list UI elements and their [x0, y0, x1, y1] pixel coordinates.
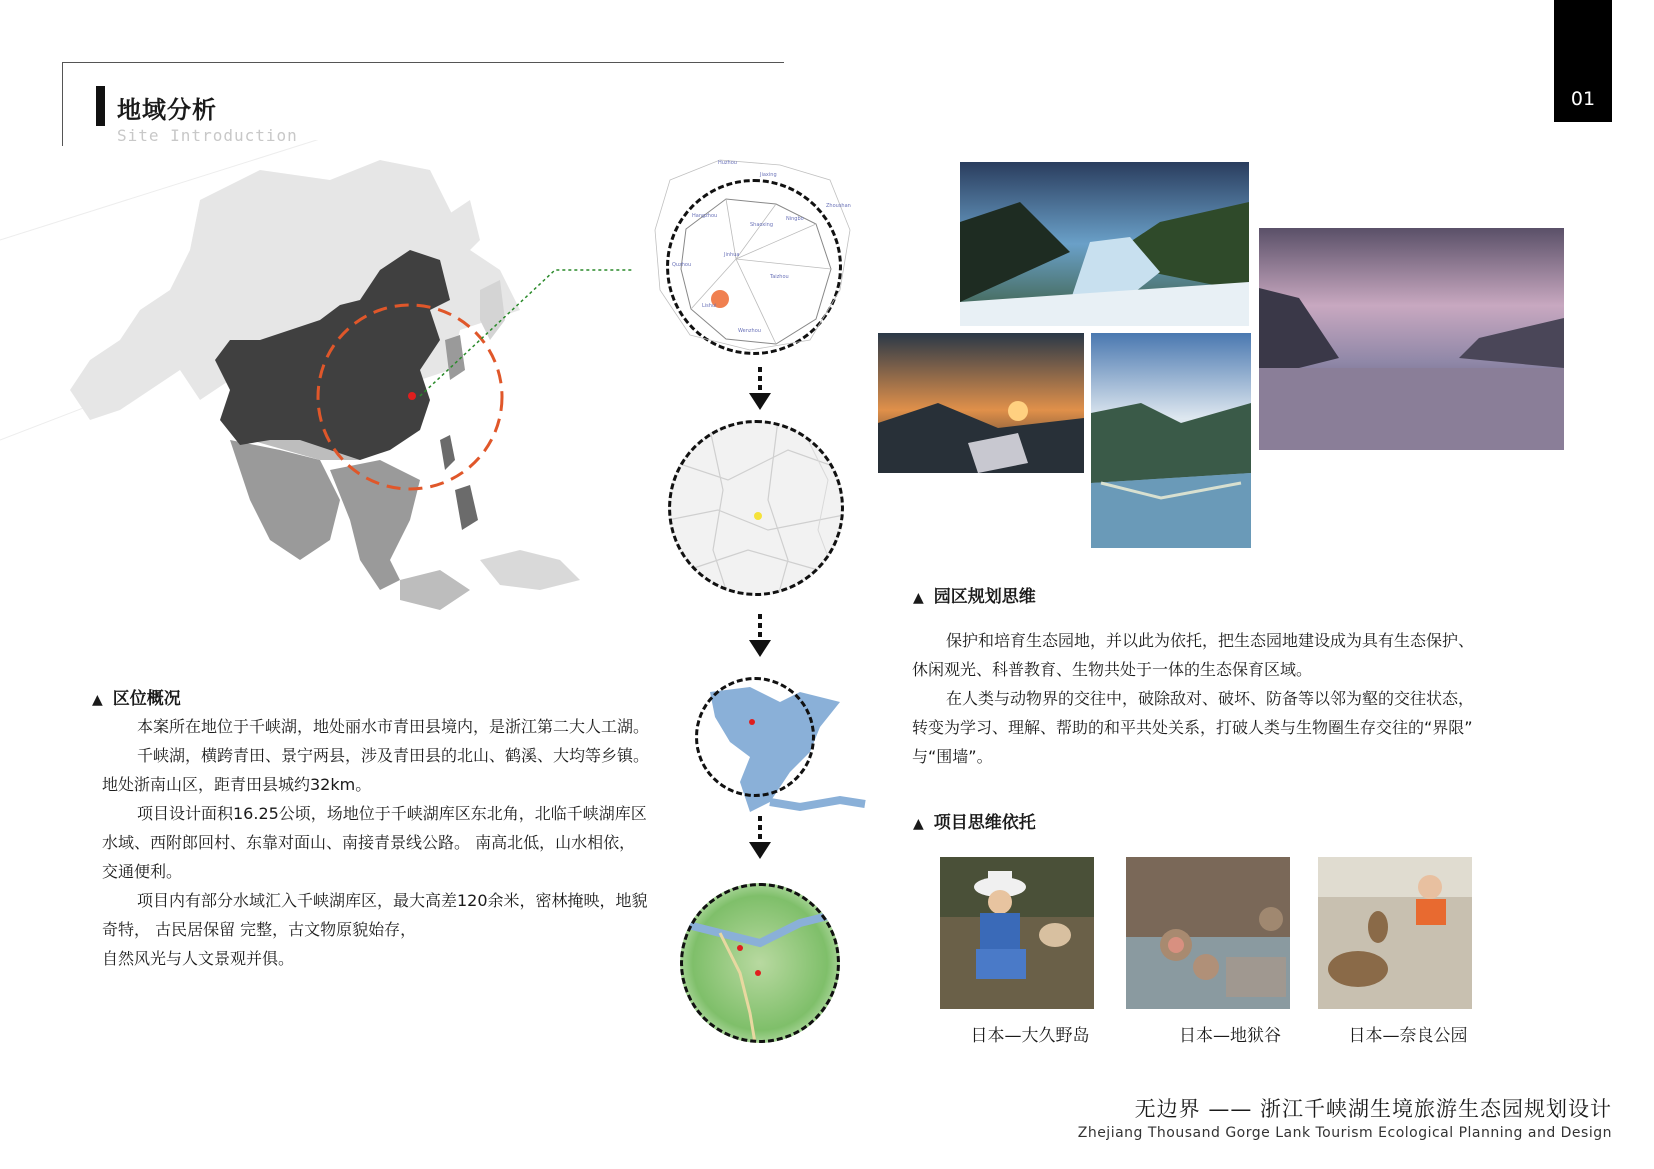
page-number: 01	[1570, 88, 1596, 110]
footer-title-en: Zhejiang Thousand Gorge Lank Tourism Ecological Planning and Design	[1077, 1125, 1612, 1141]
reference-heading-text: 项目思维依托	[933, 813, 1036, 833]
region-southeast-asia	[330, 460, 420, 590]
location-paragraph: 项目设计面积16.25公顷，场地位于千峡湖库区东北角，北临千峡湖库区	[137, 804, 647, 823]
city-label: Jinhua	[724, 252, 740, 258]
title-accent-bar	[96, 86, 105, 126]
landscape-photo-sunset	[878, 333, 1084, 473]
city-label: Shaoxing	[750, 222, 774, 228]
reference-label: 日本—奈良公园	[1348, 1026, 1468, 1046]
reference-photo-deer	[1318, 857, 1472, 1009]
triangle-up-icon: ▲	[913, 816, 924, 832]
planning-paragraph: 保护和培育生态园地，并以此为依托，把生态园地建设成为具有生态保护、	[946, 631, 1475, 650]
reference-photo-child-rabbit	[940, 857, 1094, 1009]
location-paragraph: 水域、西附郎回村、东靠对面山、南接青景线公路。 南高北低，山水相依，	[102, 833, 636, 852]
reference-heading	[913, 808, 1036, 833]
page-subtitle: Site Introduction	[117, 126, 298, 145]
header-frame-top	[62, 62, 784, 63]
location-paragraph: 自然风光与人文景观并俱。	[102, 949, 295, 968]
location-paragraph: 交通便利。	[102, 862, 183, 881]
down-arrow-icon	[748, 367, 772, 411]
planning-paragraph: 在人类与动物界的交往中，破除敌对、破坏、防备等以邻为壑的交往状态，	[946, 689, 1475, 708]
lake-map-border	[695, 677, 815, 797]
landscape-photo-gorge	[960, 162, 1249, 326]
city-label: Jiaxing	[760, 172, 777, 178]
triangle-up-icon: ▲	[913, 590, 924, 606]
down-arrow-icon	[748, 614, 772, 658]
city-label: Quzhou	[672, 262, 692, 268]
planning-heading-text: 园区规划思维	[933, 587, 1036, 607]
city-label: Huzhou	[718, 160, 737, 166]
city-label: Hangzhou	[692, 213, 718, 219]
planning-description	[912, 626, 1552, 771]
asia-locator-map	[0, 140, 640, 620]
footer-title-cn: 无边界 —— 浙江千峡湖生境旅游生态园规划设计	[1134, 1097, 1612, 1121]
planning-paragraph: 与“围墙”。	[912, 747, 993, 766]
location-paragraph: 项目内有部分水域汇入千峡湖库区，最大高差120余米，密林掩映，地貌	[137, 891, 648, 910]
location-paragraph: 奇特， 古民居保留 完整，古文物原貌始存，	[102, 920, 417, 939]
planning-paragraph: 休闲观光、科普教育、生物共处于一体的生态保育区域。	[912, 660, 1313, 679]
planning-paragraph: 转变为学习、理解、帮助的和平共处关系，打破人类与生物圈生存交往的“界限”	[912, 718, 1473, 737]
page-title: 地域分析	[117, 96, 217, 124]
road-map-border	[668, 420, 844, 596]
location-paragraph: 本案所在地位于千峡湖，地处丽水市青田县境内，是浙江第二大人工湖。	[137, 717, 650, 736]
location-heading	[92, 684, 181, 709]
city-label: Zhoushan	[826, 203, 851, 209]
landscape-photo-lake-valley	[1091, 333, 1251, 548]
reference-photo-snow-monkeys	[1126, 857, 1290, 1009]
location-heading-text: 区位概况	[112, 689, 181, 709]
reference-label: 日本—地狱谷	[1179, 1026, 1281, 1046]
location-paragraph: 地处浙南山区，距青田县城约32km。	[102, 775, 372, 794]
city-label: Taizhou	[770, 274, 789, 280]
down-arrow-icon	[748, 816, 772, 860]
planning-heading	[913, 582, 1036, 607]
city-label: Ningbo	[786, 216, 804, 222]
header-frame-left	[62, 62, 63, 146]
triangle-up-icon: ▲	[92, 692, 103, 708]
location-paragraph: 千峡湖，横跨青田、景宁两县，涉及青田县的北山、鹤溪、大均等乡镇。	[137, 746, 650, 765]
reference-label: 日本—大久野岛	[970, 1026, 1090, 1046]
location-description	[102, 712, 672, 973]
landscape-photo-dusk-lake	[1259, 228, 1564, 450]
site-marker	[408, 392, 416, 400]
city-label: Lishui	[702, 303, 717, 309]
city-label: Wenzhou	[738, 328, 761, 334]
site-plan-border	[680, 883, 840, 1043]
